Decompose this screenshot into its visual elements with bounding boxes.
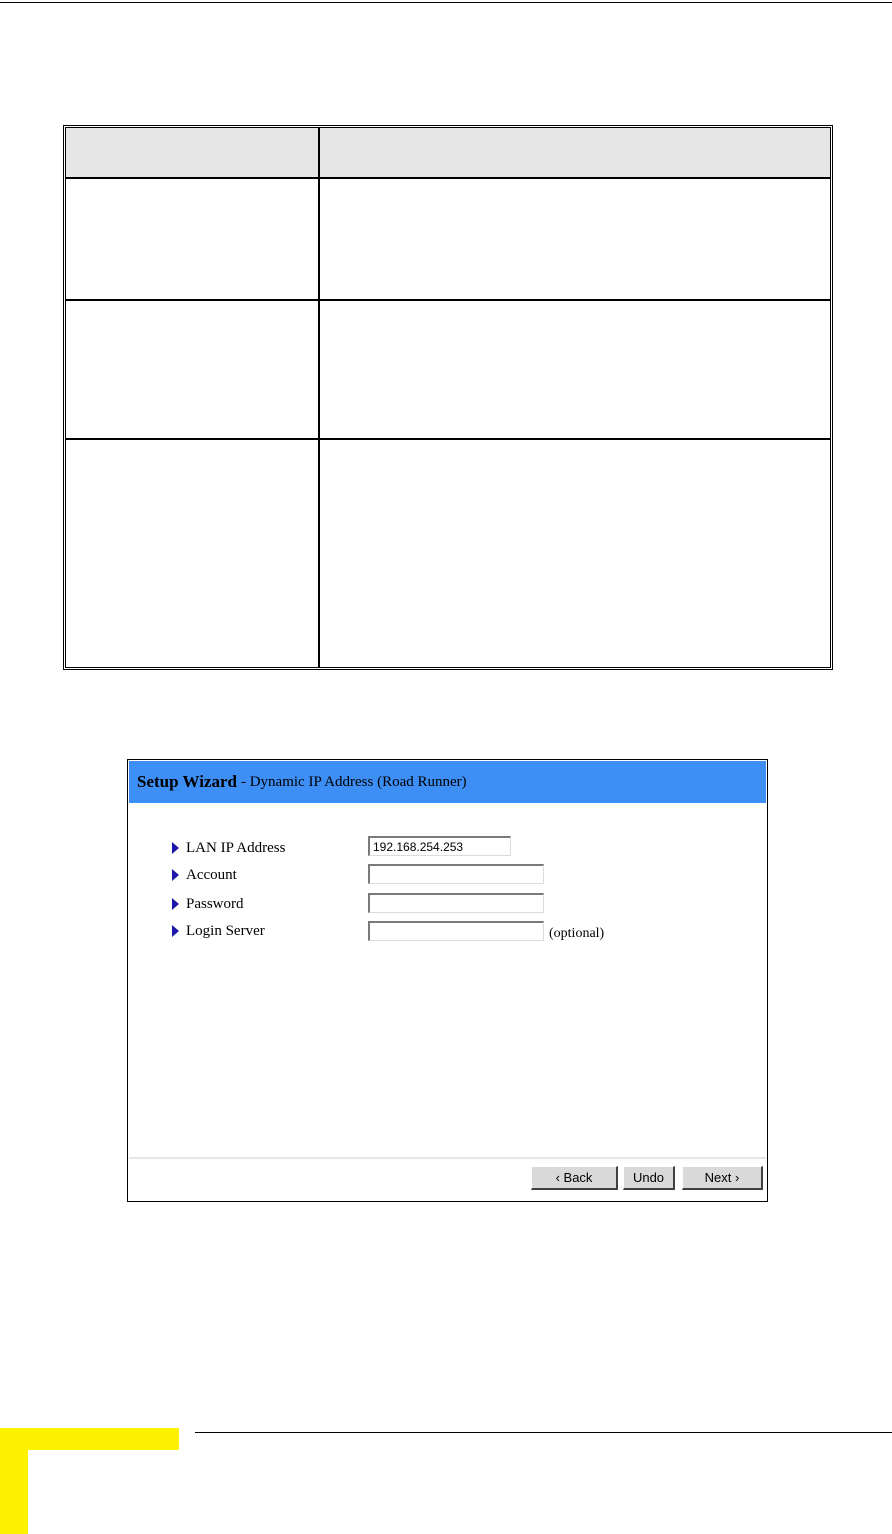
bullet-arrow-icon [172, 898, 179, 910]
optional-note: (optional) [549, 926, 605, 941]
next-button[interactable]: Next › [682, 1166, 763, 1190]
lan-ip-label: LAN IP Address [186, 839, 286, 856]
footer-accent-bar-vertical [0, 1428, 28, 1534]
bullet-arrow-icon [172, 869, 179, 881]
page-footer-rule [195, 1432, 892, 1433]
account-label: Account [186, 866, 237, 883]
undo-button[interactable]: Undo [623, 1166, 675, 1190]
lan-ip-input[interactable] [368, 836, 511, 856]
bullet-arrow-icon [172, 925, 179, 937]
login-server-label: Login Server [186, 922, 265, 939]
wizard-subtitle: - Dynamic IP Address (Road Runner) [240, 773, 467, 790]
bullet-arrow-icon [172, 842, 179, 854]
login-server-input[interactable] [368, 921, 544, 941]
field-row-password [172, 892, 371, 916]
table-header-row [66, 128, 830, 177]
wizard-footer-divider [129, 1157, 766, 1159]
setup-wizard-window [127, 759, 768, 1202]
password-input[interactable] [368, 893, 544, 913]
table-row-divider [66, 177, 830, 179]
document-table [63, 125, 833, 670]
account-input[interactable] [368, 864, 544, 884]
password-label: Password [186, 895, 244, 912]
wizard-header [129, 761, 766, 803]
field-row-login-server [172, 919, 371, 943]
field-row-lan-ip [172, 836, 371, 860]
top-rule [0, 2, 892, 3]
back-button[interactable]: ‹ Back [531, 1166, 618, 1190]
wizard-title: Setup Wizard [137, 772, 237, 791]
table-row-divider [66, 438, 830, 440]
table-row-divider [66, 299, 830, 301]
table-column-divider [318, 128, 320, 667]
field-row-account [172, 863, 371, 887]
